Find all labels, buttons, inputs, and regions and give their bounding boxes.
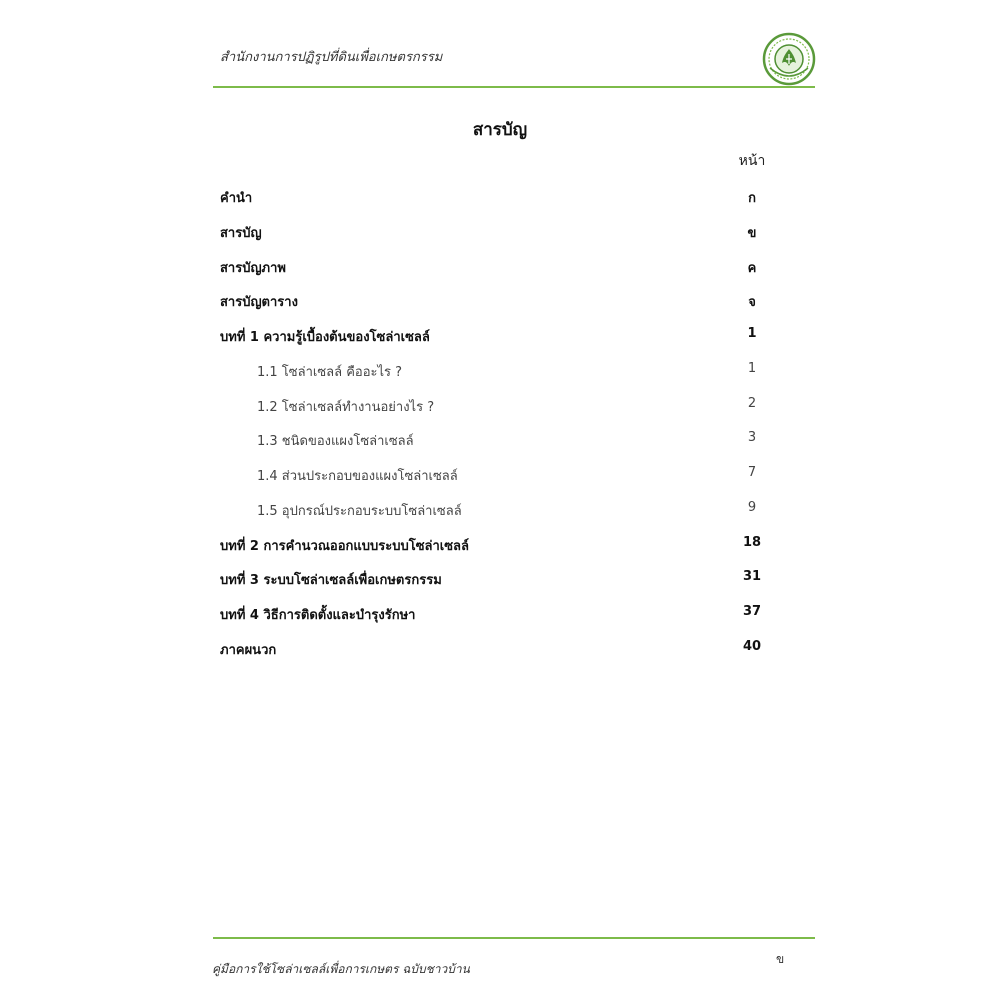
toc-entry-page: 18 [742,535,762,550]
toc-entry-label: บทที่ 3 ระบบโซล่าเซลล์เพื่อเกษตรกรรม [220,573,442,588]
toc-entry-label: บทที่ 1 ความรู้เบื้องต้นของโซล่าเซลล์ [220,330,430,345]
toc-title: สารบัญ [472,120,528,140]
toc-entry-page: จ [748,295,756,310]
toc-entry-page: 2 [747,396,757,411]
toc-entry-label: บทที่ 2 การคำนวณออกแบบระบบโซล่าเซลล์ [220,539,469,554]
toc-section-entry[interactable] [220,430,780,452]
toc-entry[interactable] [220,222,780,244]
toc-chapter-entry[interactable] [220,569,780,591]
toc-entry-label: สารบัญภาพ [220,261,286,276]
toc-section-entry[interactable] [220,396,780,418]
toc-entry-page: ค [747,261,757,276]
toc-entry-label: ภาคผนวก [220,643,277,658]
footer-page-number: ข [776,952,785,966]
toc-entry[interactable] [220,639,780,661]
toc-entry-label: สารบัญ [220,226,262,241]
toc-entry[interactable] [220,187,780,209]
toc-entry-page: 3 [747,430,757,445]
toc-chapter-entry[interactable] [220,604,780,626]
toc-entry-page: 1 [747,361,757,376]
header-rule [213,86,815,88]
toc-entry[interactable] [220,257,780,279]
toc-entry-label: บทที่ 4 วิธีการติดตั้งและบำรุงรักษา [220,608,416,623]
toc-section-entry[interactable] [220,500,780,522]
toc-entry[interactable] [220,291,780,313]
toc-entry-page: ก [748,191,756,206]
toc-entry-page: 7 [747,465,757,480]
toc-entry-label: คำนำ [220,191,253,206]
toc-entry-page: ข [747,226,757,241]
toc-entry-label: 1.2 โซล่าเซลล์ทำงานอย่างไร ? [257,400,435,415]
toc-section-entry[interactable] [220,361,780,383]
toc-entry-page: 1 [747,326,757,341]
toc-entry-page: 37 [742,604,762,619]
toc-chapter-entry[interactable] [220,326,780,348]
footer-rule [213,937,815,939]
header-organization: สำนักงานการปฏิรูปที่ดินเพื่อเกษตรกรรม [220,50,443,65]
toc-entry-page: 31 [742,569,762,584]
alro-seal-icon [762,32,816,86]
toc-entry-label: 1.1 โซล่าเซลล์ คืออะไร ? [257,365,403,380]
toc-entry-label: 1.5 อุปกรณ์ประกอบระบบโซล่าเซลล์ [257,504,462,519]
footer-book-title: คู่มือการใช้โซล่าเซลล์เพื่อการเกษตร ฉบับชาวบ้าน [212,962,470,976]
toc-entry-label: 1.3 ชนิดของแผงโซล่าเซลล์ [257,434,414,449]
toc-entry-label: 1.4 ส่วนประกอบของแผงโซล่าเซลล์ [257,469,458,484]
toc-entry-page: 40 [742,639,762,654]
toc-section-entry[interactable] [220,465,780,487]
toc-chapter-entry[interactable] [220,535,780,557]
page-column-label: หน้า [738,153,766,169]
toc-entry-label: สารบัญตาราง [220,295,298,310]
toc-entry-page: 9 [747,500,757,515]
